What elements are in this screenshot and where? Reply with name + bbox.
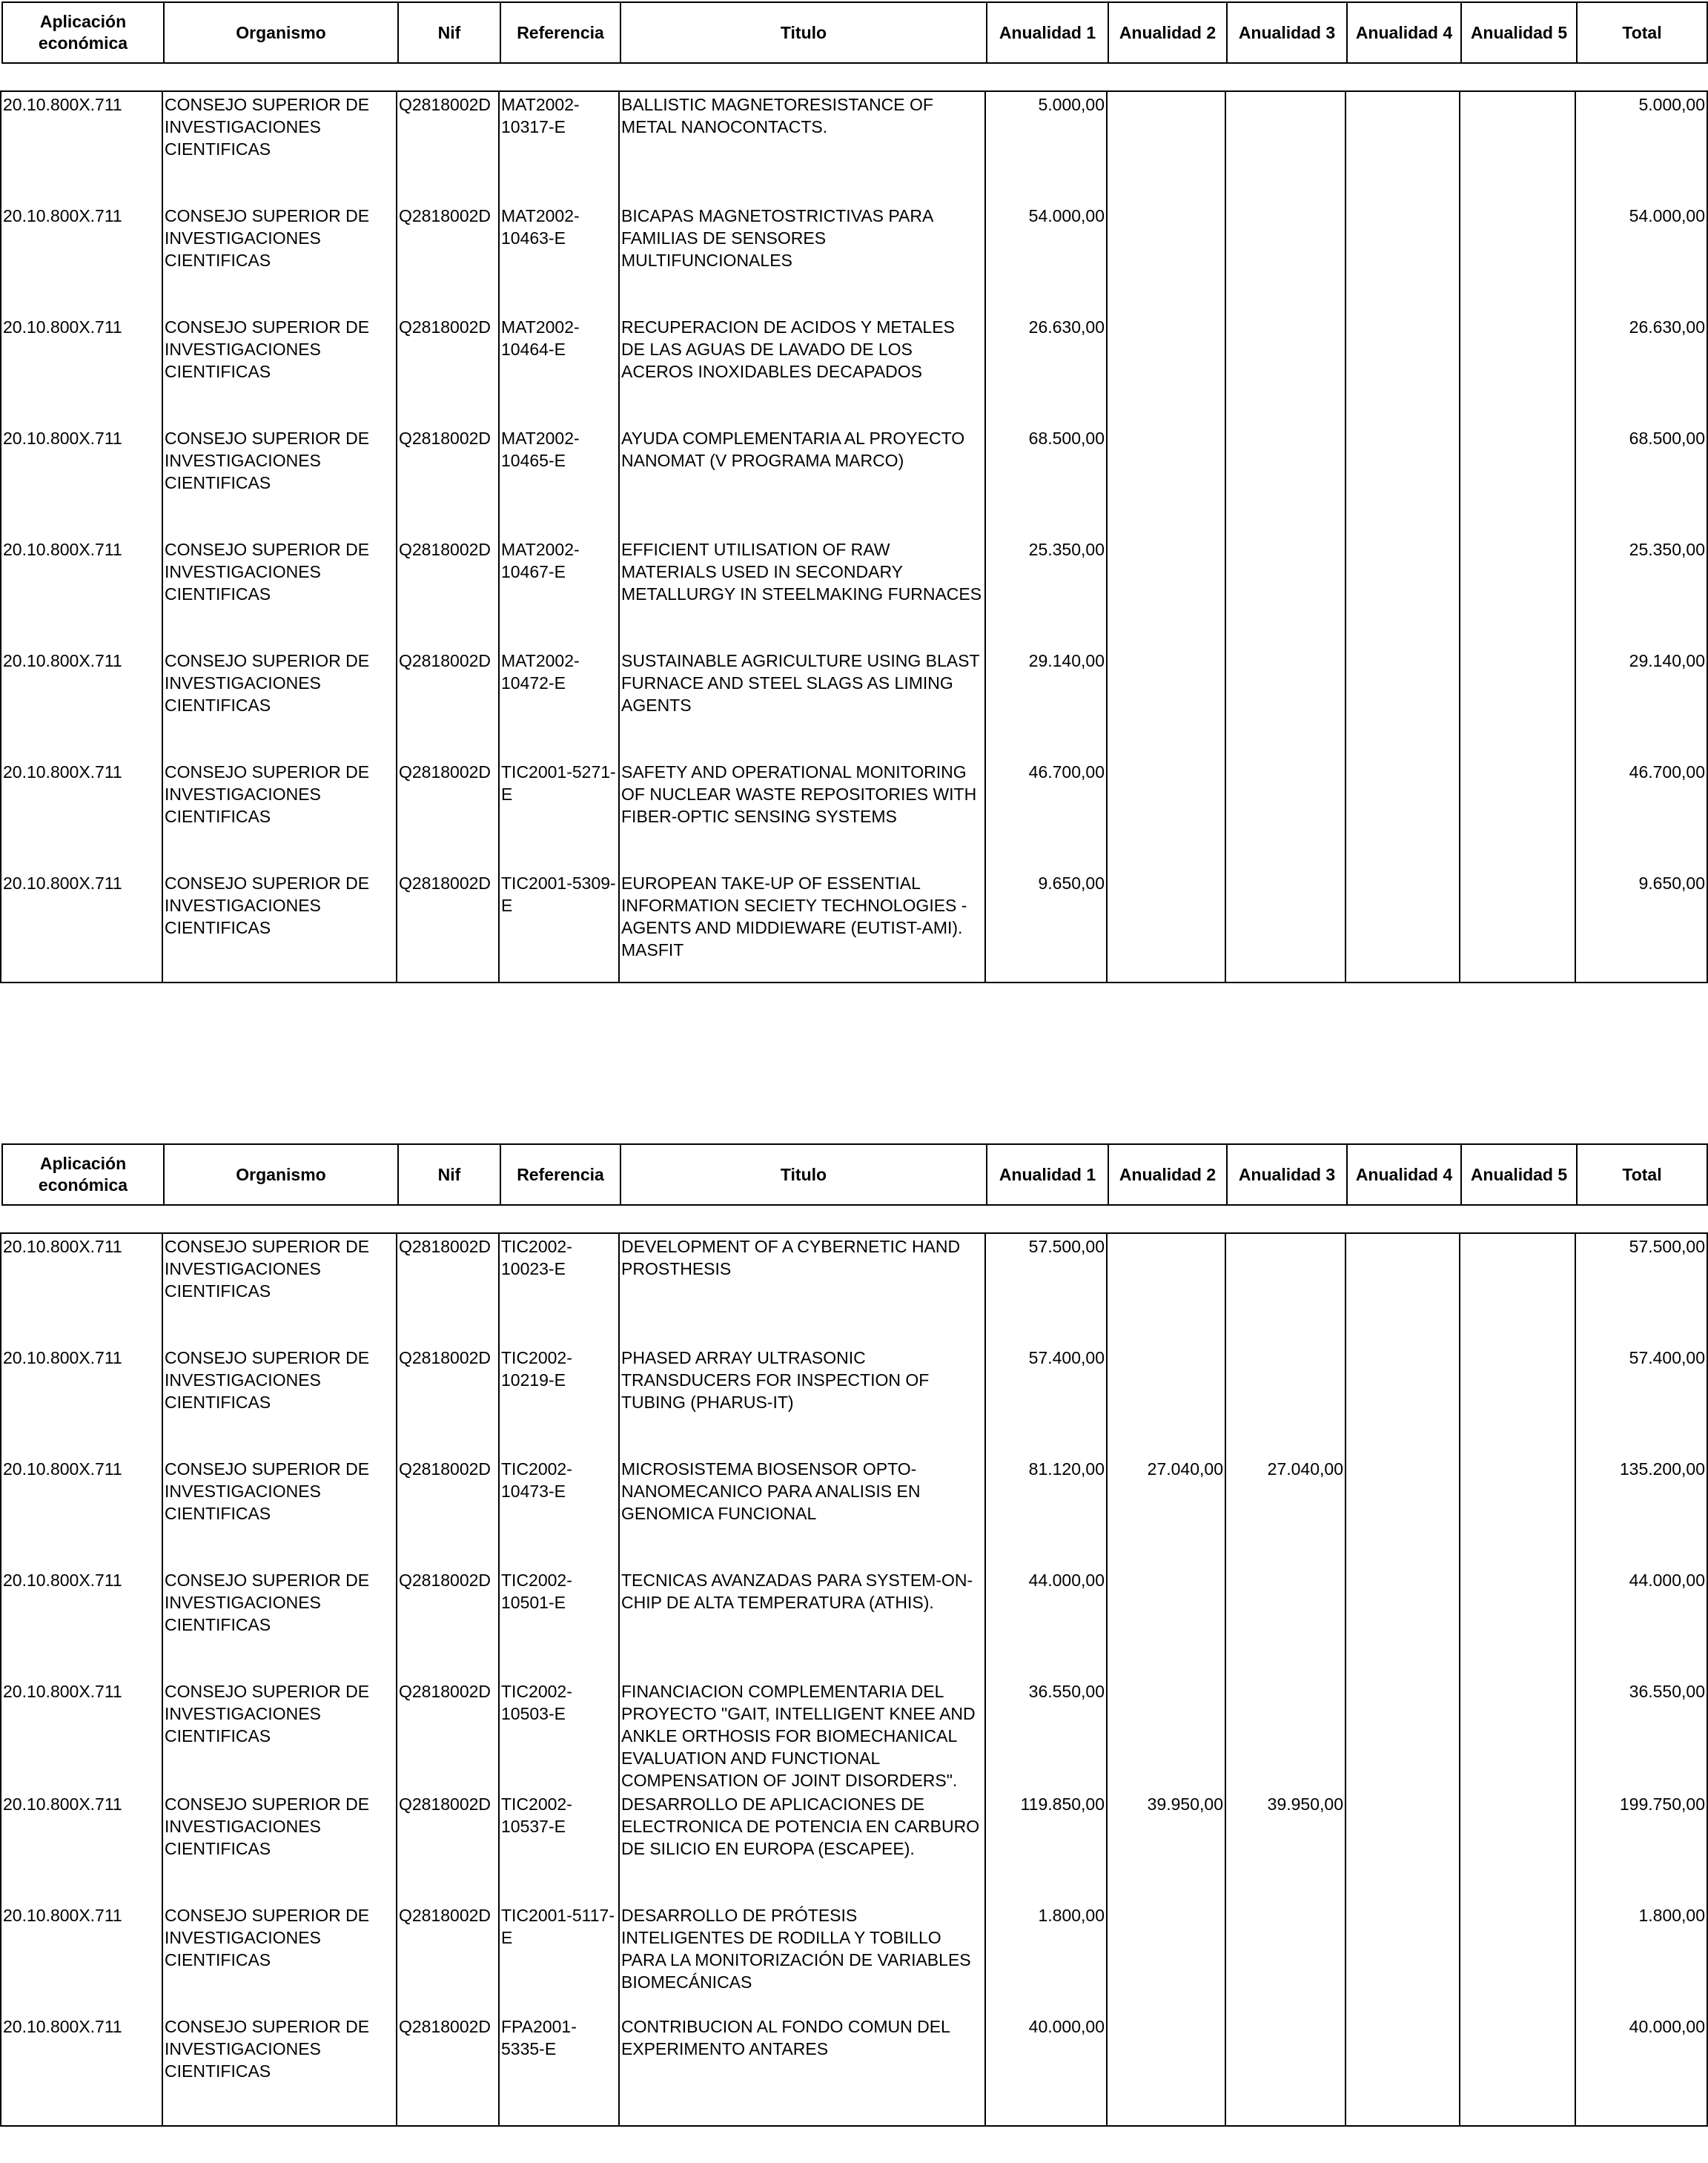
cell-anualidad-2 bbox=[1107, 314, 1225, 426]
cell-total: 29.140,00 bbox=[1575, 648, 1707, 759]
cell-anualidad-1: 40.000,00 bbox=[985, 2014, 1107, 2126]
cell-aplicacion: 20.10.800X.711 bbox=[1, 1903, 162, 2014]
cell-nif: Q2818002D bbox=[397, 1679, 499, 1792]
table-row bbox=[1, 1233, 1707, 1345]
cell-titulo: SAFETY AND OPERATIONAL MONITORING OF NUCLEAR WASTE REPOSITORIES WITH FIBER-OPTIC SENSING SYSTEMS bbox=[619, 759, 985, 871]
cell-referencia: MAT2002-10472-E bbox=[499, 648, 619, 759]
cell-anualidad-4 bbox=[1345, 1568, 1460, 1679]
cell-titulo: SUSTAINABLE AGRICULTURE USING BLAST FURNACE AND STEEL SLAGS AS LIMING AGENTS bbox=[619, 648, 985, 759]
cell-anualidad-4 bbox=[1345, 314, 1460, 426]
cell-titulo: PHASED ARRAY ULTRASONIC TRANSDUCERS FOR INSPECTION OF TUBING (PHARUS-IT) bbox=[619, 1345, 985, 1456]
cell-anualidad-1: 29.140,00 bbox=[985, 648, 1107, 759]
cell-referencia: TIC2001-5309-E bbox=[499, 871, 619, 983]
cell-aplicacion: 20.10.800X.711 bbox=[1, 537, 162, 648]
cell-anualidad-1: 9.650,00 bbox=[985, 871, 1107, 983]
cell-organismo: CONSEJO SUPERIOR DE INVESTIGACIONES CIENTIFICAS bbox=[162, 871, 397, 983]
cell-referencia: MAT2002-10463-E bbox=[499, 203, 619, 314]
header-anualidad-2: Anualidad 2 bbox=[1108, 2, 1227, 63]
table-2-header bbox=[1, 1143, 1708, 1206]
cell-referencia: FPA2001-5335-E bbox=[499, 2014, 619, 2126]
cell-aplicacion: 20.10.800X.711 bbox=[1, 2014, 162, 2126]
cell-total: 25.350,00 bbox=[1575, 537, 1707, 648]
header-anualidad-3: Anualidad 3 bbox=[1227, 2, 1347, 63]
cell-anualidad-1: 119.850,00 bbox=[985, 1792, 1107, 1903]
cell-referencia: TIC2002-10537-E bbox=[499, 1792, 619, 1903]
cell-titulo: DEVELOPMENT OF A CYBERNETIC HAND PROSTHESIS bbox=[619, 1233, 985, 1345]
cell-referencia: TIC2002-10023-E bbox=[499, 1233, 619, 1345]
cell-anualidad-5 bbox=[1460, 2014, 1575, 2126]
cell-anualidad-2 bbox=[1107, 1679, 1225, 1792]
header-anualidad-1: Anualidad 1 bbox=[987, 2, 1108, 63]
cell-total: 5.000,00 bbox=[1575, 91, 1707, 203]
cell-titulo: EUROPEAN TAKE-UP OF ESSENTIAL INFORMATION SECIETY TECHNOLOGIES - AGENTS AND MIDDIEWARE (EUTIST-AMI). MASFIT bbox=[619, 871, 985, 983]
table-row bbox=[1, 203, 1707, 314]
header-nif: Nif bbox=[398, 2, 500, 63]
cell-anualidad-3 bbox=[1225, 203, 1345, 314]
cell-anualidad-4 bbox=[1345, 1679, 1460, 1792]
cell-organismo: CONSEJO SUPERIOR DE INVESTIGACIONES CIENTIFICAS bbox=[162, 426, 397, 537]
cell-titulo: DESARROLLO DE PRÓTESIS INTELIGENTES DE RODILLA Y TOBILLO PARA LA MONITORIZACIÓN DE VARIABLES BIOMECÁNICAS bbox=[619, 1903, 985, 2014]
cell-organismo: CONSEJO SUPERIOR DE INVESTIGACIONES CIENTIFICAS bbox=[162, 1568, 397, 1679]
cell-total: 54.000,00 bbox=[1575, 203, 1707, 314]
cell-nif: Q2818002D bbox=[397, 314, 499, 426]
cell-anualidad-3 bbox=[1225, 537, 1345, 648]
cell-total: 46.700,00 bbox=[1575, 759, 1707, 871]
cell-aplicacion: 20.10.800X.711 bbox=[1, 203, 162, 314]
cell-anualidad-1: 57.400,00 bbox=[985, 1345, 1107, 1456]
cell-titulo: BALLISTIC MAGNETORESISTANCE OF METAL NANOCONTACTS. bbox=[619, 91, 985, 203]
cell-anualidad-2 bbox=[1107, 1903, 1225, 2014]
cell-anualidad-2 bbox=[1107, 537, 1225, 648]
cell-total: 44.000,00 bbox=[1575, 1568, 1707, 1679]
cell-total: 9.650,00 bbox=[1575, 871, 1707, 983]
cell-nif: Q2818002D bbox=[397, 1233, 499, 1345]
table-row bbox=[1, 1792, 1707, 1903]
cell-anualidad-1: 54.000,00 bbox=[985, 203, 1107, 314]
cell-nif: Q2818002D bbox=[397, 537, 499, 648]
cell-anualidad-3 bbox=[1225, 1903, 1345, 2014]
table-row bbox=[1, 1568, 1707, 1679]
cell-organismo: CONSEJO SUPERIOR DE INVESTIGACIONES CIENTIFICAS bbox=[162, 203, 397, 314]
cell-anualidad-3: 27.040,00 bbox=[1225, 1456, 1345, 1568]
cell-anualidad-1: 36.550,00 bbox=[985, 1679, 1107, 1792]
table-row bbox=[1, 1903, 1707, 2014]
cell-titulo: MICROSISTEMA BIOSENSOR OPTO-NANOMECANICO PARA ANALISIS EN GENOMICA FUNCIONAL bbox=[619, 1456, 985, 1568]
header-row bbox=[2, 1144, 1707, 1205]
cell-anualidad-1: 44.000,00 bbox=[985, 1568, 1107, 1679]
cell-referencia: TIC2002-10219-E bbox=[499, 1345, 619, 1456]
cell-anualidad-5 bbox=[1460, 1679, 1575, 1792]
cell-anualidad-3 bbox=[1225, 314, 1345, 426]
cell-titulo: TECNICAS AVANZADAS PARA SYSTEM-ON-CHIP DE ALTA TEMPERATURA (ATHIS). bbox=[619, 1568, 985, 1679]
cell-referencia: MAT2002-10464-E bbox=[499, 314, 619, 426]
cell-anualidad-4 bbox=[1345, 1456, 1460, 1568]
cell-anualidad-4 bbox=[1345, 537, 1460, 648]
cell-anualidad-3 bbox=[1225, 1679, 1345, 1792]
header-anualidad-4: Anualidad 4 bbox=[1347, 2, 1461, 63]
cell-anualidad-4 bbox=[1345, 2014, 1460, 2126]
cell-anualidad-5 bbox=[1460, 1345, 1575, 1456]
cell-anualidad-5 bbox=[1460, 1233, 1575, 1345]
cell-titulo: FINANCIACION COMPLEMENTARIA DEL PROYECTO "GAIT, INTELLIGENT KNEE AND ANKLE ORTHOSIS FOR BIOMECHANICAL EVALUATION AND FUNCTIONAL COMPENSATION OF JOINT DISORDERS". bbox=[619, 1679, 985, 1792]
cell-referencia: TIC2001-5271-E bbox=[499, 759, 619, 871]
cell-organismo: CONSEJO SUPERIOR DE INVESTIGACIONES CIENTIFICAS bbox=[162, 1456, 397, 1568]
cell-anualidad-3 bbox=[1225, 426, 1345, 537]
cell-anualidad-4 bbox=[1345, 648, 1460, 759]
cell-titulo: EFFICIENT UTILISATION OF RAW MATERIALS USED IN SECONDARY METALLURGY IN STEELMAKING FURNACES bbox=[619, 537, 985, 648]
cell-total: 1.800,00 bbox=[1575, 1903, 1707, 2014]
table-row bbox=[1, 648, 1707, 759]
cell-total: 68.500,00 bbox=[1575, 426, 1707, 537]
cell-anualidad-2: 39.950,00 bbox=[1107, 1792, 1225, 1903]
cell-aplicacion: 20.10.800X.711 bbox=[1, 1568, 162, 1679]
cell-organismo: CONSEJO SUPERIOR DE INVESTIGACIONES CIENTIFICAS bbox=[162, 1345, 397, 1456]
cell-total: 57.400,00 bbox=[1575, 1345, 1707, 1456]
cell-anualidad-5 bbox=[1460, 91, 1575, 203]
cell-anualidad-1: 46.700,00 bbox=[985, 759, 1107, 871]
cell-organismo: CONSEJO SUPERIOR DE INVESTIGACIONES CIENTIFICAS bbox=[162, 1679, 397, 1792]
cell-organismo: CONSEJO SUPERIOR DE INVESTIGACIONES CIENTIFICAS bbox=[162, 314, 397, 426]
cell-anualidad-2 bbox=[1107, 203, 1225, 314]
cell-anualidad-2 bbox=[1107, 648, 1225, 759]
cell-anualidad-2 bbox=[1107, 1568, 1225, 1679]
cell-aplicacion: 20.10.800X.711 bbox=[1, 426, 162, 537]
cell-total: 40.000,00 bbox=[1575, 2014, 1707, 2126]
cell-anualidad-1: 25.350,00 bbox=[985, 537, 1107, 648]
cell-aplicacion: 20.10.800X.711 bbox=[1, 1345, 162, 1456]
cell-aplicacion: 20.10.800X.711 bbox=[1, 648, 162, 759]
cell-anualidad-5 bbox=[1460, 203, 1575, 314]
table-row bbox=[1, 1456, 1707, 1568]
cell-aplicacion: 20.10.800X.711 bbox=[1, 1679, 162, 1792]
header-titulo: Titulo bbox=[620, 2, 987, 63]
cell-referencia: TIC2002-10503-E bbox=[499, 1679, 619, 1792]
cell-organismo: CONSEJO SUPERIOR DE INVESTIGACIONES CIENTIFICAS bbox=[162, 1903, 397, 2014]
cell-anualidad-4 bbox=[1345, 1792, 1460, 1903]
cell-organismo: CONSEJO SUPERIOR DE INVESTIGACIONES CIENTIFICAS bbox=[162, 2014, 397, 2126]
cell-anualidad-3 bbox=[1225, 871, 1345, 983]
table-row bbox=[1, 871, 1707, 983]
cell-referencia: TIC2002-10501-E bbox=[499, 1568, 619, 1679]
cell-titulo: DESARROLLO DE APLICACIONES DE ELECTRONICA DE POTENCIA EN CARBURO DE SILICIO EN EUROPA (ESCAPEE). bbox=[619, 1792, 985, 1903]
cell-referencia: TIC2001-5117-E bbox=[499, 1903, 619, 2014]
cell-aplicacion: 20.10.800X.711 bbox=[1, 1233, 162, 1345]
cell-nif: Q2818002D bbox=[397, 1568, 499, 1679]
cell-anualidad-3 bbox=[1225, 91, 1345, 203]
cell-referencia: MAT2002-10317-E bbox=[499, 91, 619, 203]
cell-aplicacion: 20.10.800X.711 bbox=[1, 759, 162, 871]
cell-total: 26.630,00 bbox=[1575, 314, 1707, 426]
cell-anualidad-1: 5.000,00 bbox=[985, 91, 1107, 203]
header-aplicacion: Aplicación económica bbox=[2, 1144, 164, 1205]
cell-anualidad-5 bbox=[1460, 1792, 1575, 1903]
cell-anualidad-2 bbox=[1107, 426, 1225, 537]
header-referencia: Referencia bbox=[500, 2, 620, 63]
cell-organismo: CONSEJO SUPERIOR DE INVESTIGACIONES CIENTIFICAS bbox=[162, 91, 397, 203]
header-total: Total bbox=[1577, 2, 1707, 63]
cell-total: 57.500,00 bbox=[1575, 1233, 1707, 1345]
cell-aplicacion: 20.10.800X.711 bbox=[1, 314, 162, 426]
cell-anualidad-3 bbox=[1225, 759, 1345, 871]
table-row bbox=[1, 1679, 1707, 1792]
cell-anualidad-5 bbox=[1460, 537, 1575, 648]
table-row bbox=[1, 314, 1707, 426]
cell-anualidad-3 bbox=[1225, 1345, 1345, 1456]
cell-titulo: AYUDA COMPLEMENTARIA AL PROYECTO NANOMAT (V PROGRAMA MARCO) bbox=[619, 426, 985, 537]
cell-nif: Q2818002D bbox=[397, 871, 499, 983]
cell-anualidad-5 bbox=[1460, 759, 1575, 871]
cell-organismo: CONSEJO SUPERIOR DE INVESTIGACIONES CIENTIFICAS bbox=[162, 759, 397, 871]
cell-nif: Q2818002D bbox=[397, 91, 499, 203]
header-row bbox=[2, 2, 1707, 63]
cell-referencia: MAT2002-10467-E bbox=[499, 537, 619, 648]
cell-anualidad-2 bbox=[1107, 1345, 1225, 1456]
cell-anualidad-4 bbox=[1345, 1345, 1460, 1456]
cell-nif: Q2818002D bbox=[397, 759, 499, 871]
table-row bbox=[1, 2014, 1707, 2126]
cell-anualidad-2: 27.040,00 bbox=[1107, 1456, 1225, 1568]
table-row bbox=[1, 1345, 1707, 1456]
cell-nif: Q2818002D bbox=[397, 1792, 499, 1903]
cell-anualidad-5 bbox=[1460, 1903, 1575, 2014]
cell-anualidad-1: 1.800,00 bbox=[985, 1903, 1107, 2014]
cell-anualidad-3 bbox=[1225, 1568, 1345, 1679]
header-referencia: Referencia bbox=[500, 1144, 620, 1205]
cell-anualidad-3 bbox=[1225, 2014, 1345, 2126]
cell-anualidad-5 bbox=[1460, 1456, 1575, 1568]
header-organismo: Organismo bbox=[164, 2, 398, 63]
table-section-2 bbox=[0, 1142, 1708, 2163]
cell-anualidad-2 bbox=[1107, 1233, 1225, 1345]
cell-nif: Q2818002D bbox=[397, 1456, 499, 1568]
cell-aplicacion: 20.10.800X.711 bbox=[1, 1456, 162, 1568]
header-anualidad-4: Anualidad 4 bbox=[1347, 1144, 1461, 1205]
cell-anualidad-4 bbox=[1345, 871, 1460, 983]
header-titulo: Titulo bbox=[620, 1144, 987, 1205]
header-anualidad-5: Anualidad 5 bbox=[1461, 2, 1577, 63]
cell-aplicacion: 20.10.800X.711 bbox=[1, 871, 162, 983]
cell-anualidad-1: 68.500,00 bbox=[985, 426, 1107, 537]
cell-total: 199.750,00 bbox=[1575, 1792, 1707, 1903]
cell-anualidad-5 bbox=[1460, 426, 1575, 537]
table-1-header bbox=[1, 1, 1708, 64]
header-anualidad-3: Anualidad 3 bbox=[1227, 1144, 1347, 1205]
cell-anualidad-4 bbox=[1345, 426, 1460, 537]
table-row bbox=[1, 537, 1707, 648]
cell-anualidad-2 bbox=[1107, 2014, 1225, 2126]
cell-organismo: CONSEJO SUPERIOR DE INVESTIGACIONES CIENTIFICAS bbox=[162, 1233, 397, 1345]
header-aplicacion: Aplicación económica bbox=[2, 2, 164, 63]
cell-anualidad-1: 81.120,00 bbox=[985, 1456, 1107, 1568]
cell-organismo: CONSEJO SUPERIOR DE INVESTIGACIONES CIENTIFICAS bbox=[162, 537, 397, 648]
cell-anualidad-4 bbox=[1345, 1903, 1460, 2014]
header-anualidad-2: Anualidad 2 bbox=[1108, 1144, 1227, 1205]
table-1-body bbox=[0, 90, 1708, 983]
cell-anualidad-1: 57.500,00 bbox=[985, 1233, 1107, 1345]
cell-nif: Q2818002D bbox=[397, 426, 499, 537]
table-2-body bbox=[0, 1232, 1708, 2127]
cell-anualidad-4 bbox=[1345, 1233, 1460, 1345]
cell-nif: Q2818002D bbox=[397, 2014, 499, 2126]
cell-total: 36.550,00 bbox=[1575, 1679, 1707, 1792]
cell-anualidad-5 bbox=[1460, 314, 1575, 426]
cell-anualidad-5 bbox=[1460, 648, 1575, 759]
header-anualidad-5: Anualidad 5 bbox=[1461, 1144, 1577, 1205]
cell-anualidad-1: 26.630,00 bbox=[985, 314, 1107, 426]
cell-nif: Q2818002D bbox=[397, 1345, 499, 1456]
cell-anualidad-3 bbox=[1225, 648, 1345, 759]
table-row bbox=[1, 91, 1707, 203]
cell-anualidad-3 bbox=[1225, 1233, 1345, 1345]
cell-anualidad-2 bbox=[1107, 871, 1225, 983]
table-row bbox=[1, 759, 1707, 871]
cell-organismo: CONSEJO SUPERIOR DE INVESTIGACIONES CIENTIFICAS bbox=[162, 1792, 397, 1903]
table-section-1 bbox=[0, 0, 1708, 994]
header-nif: Nif bbox=[398, 1144, 500, 1205]
cell-anualidad-4 bbox=[1345, 203, 1460, 314]
cell-anualidad-5 bbox=[1460, 1568, 1575, 1679]
cell-nif: Q2818002D bbox=[397, 203, 499, 314]
cell-referencia: TIC2002-10473-E bbox=[499, 1456, 619, 1568]
cell-titulo: RECUPERACION DE ACIDOS Y METALES DE LAS AGUAS DE LAVADO DE LOS ACEROS INOXIDABLES DECAPADOS bbox=[619, 314, 985, 426]
cell-aplicacion: 20.10.800X.711 bbox=[1, 1792, 162, 1903]
cell-anualidad-4 bbox=[1345, 91, 1460, 203]
cell-organismo: CONSEJO SUPERIOR DE INVESTIGACIONES CIENTIFICAS bbox=[162, 648, 397, 759]
header-anualidad-1: Anualidad 1 bbox=[987, 1144, 1108, 1205]
cell-nif: Q2818002D bbox=[397, 648, 499, 759]
cell-titulo: CONTRIBUCION AL FONDO COMUN DEL EXPERIMENTO ANTARES bbox=[619, 2014, 985, 2126]
header-total: Total bbox=[1577, 1144, 1707, 1205]
cell-anualidad-5 bbox=[1460, 871, 1575, 983]
cell-titulo: BICAPAS MAGNETOSTRICTIVAS PARA FAMILIAS DE SENSORES MULTIFUNCIONALES bbox=[619, 203, 985, 314]
cell-anualidad-2 bbox=[1107, 91, 1225, 203]
header-organismo: Organismo bbox=[164, 1144, 398, 1205]
table-row bbox=[1, 426, 1707, 537]
cell-anualidad-2 bbox=[1107, 759, 1225, 871]
cell-anualidad-3: 39.950,00 bbox=[1225, 1792, 1345, 1903]
cell-anualidad-4 bbox=[1345, 759, 1460, 871]
cell-nif: Q2818002D bbox=[397, 1903, 499, 2014]
cell-total: 135.200,00 bbox=[1575, 1456, 1707, 1568]
cell-aplicacion: 20.10.800X.711 bbox=[1, 91, 162, 203]
cell-referencia: MAT2002-10465-E bbox=[499, 426, 619, 537]
